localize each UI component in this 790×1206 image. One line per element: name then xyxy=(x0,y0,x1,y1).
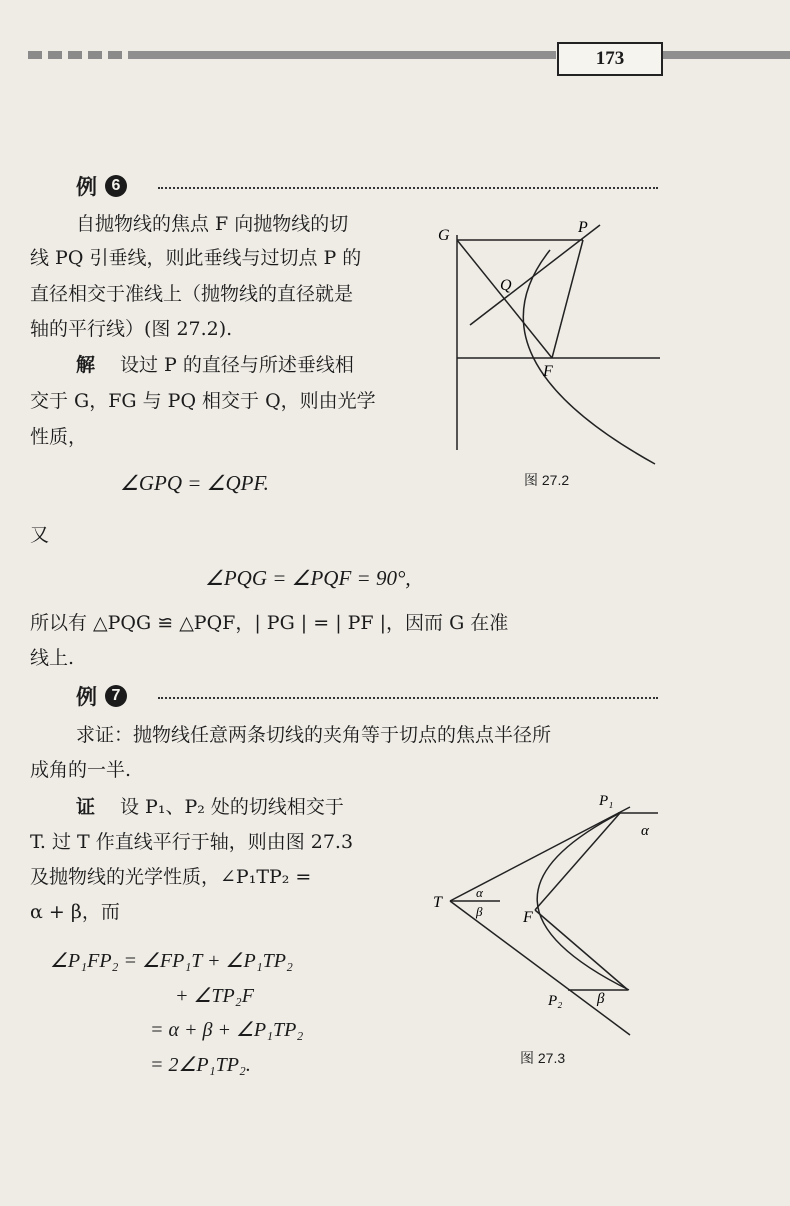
ex6-solution-line: 设过 P 的直径与所述垂线相 xyxy=(120,354,354,376)
figure-27-3-caption: 图 27.3 xyxy=(520,1050,566,1066)
ex7-proof-line: 及抛物线的光学性质，∠P₁TP₂ = xyxy=(30,866,312,888)
label-beta: β xyxy=(476,904,483,919)
dotted-rule xyxy=(158,187,658,189)
page-number: 173 xyxy=(557,42,663,76)
example-label: 例 xyxy=(76,684,97,709)
ex7-equation-line: = α + β + ∠P₁TP₂ xyxy=(150,1019,304,1041)
figure-27-3 xyxy=(430,785,675,1045)
label-alpha: α xyxy=(641,823,649,839)
header-decoration-bar xyxy=(0,48,790,62)
ex7-proof-line: 设 P₁、P₂ 处的切线相交于 xyxy=(120,796,344,818)
proof-label: 证 xyxy=(76,796,96,818)
ex7-body-line: 成角的一半. xyxy=(30,759,132,781)
figure-27-2 xyxy=(430,210,670,490)
ex7-equation-line: = 2∠P₁TP₂. xyxy=(150,1054,251,1076)
ex7-equation-line: ∠P₁FP₂ = ∠FP₁T + ∠P₁TP₂ xyxy=(50,950,293,972)
solution-label: 解 xyxy=(76,354,96,376)
ex7-proof-line: α + β，而 xyxy=(30,901,120,923)
example-6-heading xyxy=(76,171,127,201)
equation-angle-pqg: ∠PQG = ∠PQF = 90°, xyxy=(205,566,411,590)
ex6-body-line: 线 PQ 引垂线，则此垂线与过切点 P 的 xyxy=(30,247,362,269)
ex7-body-line: 求证：抛物线任意两条切线的夹角等于切点的焦点半径所 xyxy=(76,724,552,746)
label-g: G xyxy=(438,227,450,244)
ex6-body-line: 轴的平行线）(图 27.2). xyxy=(30,318,233,340)
dotted-rule xyxy=(158,697,658,699)
example-7-heading xyxy=(76,681,127,711)
equation-angle-gpq: ∠GPQ = ∠QPF. xyxy=(120,471,269,495)
label-p1: P₁ xyxy=(599,793,614,809)
ex6-solution-line: 性质， xyxy=(30,426,88,448)
label-f: F xyxy=(543,363,553,380)
figure-27-2-caption: 图 27.2 xyxy=(524,472,570,488)
label-p: P xyxy=(578,219,588,236)
ex6-body-line: 自抛物线的焦点 F 向抛物线的切 xyxy=(76,213,349,235)
label-alpha: α xyxy=(476,885,483,900)
example-number-badge: 7 xyxy=(105,685,127,707)
example-number-badge: 6 xyxy=(105,175,127,197)
ex6-solution-line: 交于 G，FG 与 PQ 相交于 Q，则由光学 xyxy=(30,390,376,412)
label-q: Q xyxy=(500,277,512,294)
ex6-body-line: 直径相交于准线上（抛物线的直径就是 xyxy=(30,283,354,305)
ex7-proof-line: T. 过 T 作直线平行于轴，则由图 27.3 xyxy=(30,831,354,853)
label-t: T xyxy=(433,894,442,911)
label-beta: β xyxy=(597,991,605,1007)
ex7-equation-line: + ∠TP₂F xyxy=(175,985,254,1007)
label-f: F xyxy=(523,909,533,926)
example-label: 例 xyxy=(76,174,97,199)
label-p2: P₂ xyxy=(548,993,563,1009)
ex6-conclusion-line: 线上. xyxy=(30,647,75,669)
ex6-conclusion-line: 所以有 △PQG ≌ △PQF，| PG | = | PF |，因而 G 在准 xyxy=(30,612,509,634)
ex6-also: 又 xyxy=(30,524,50,546)
